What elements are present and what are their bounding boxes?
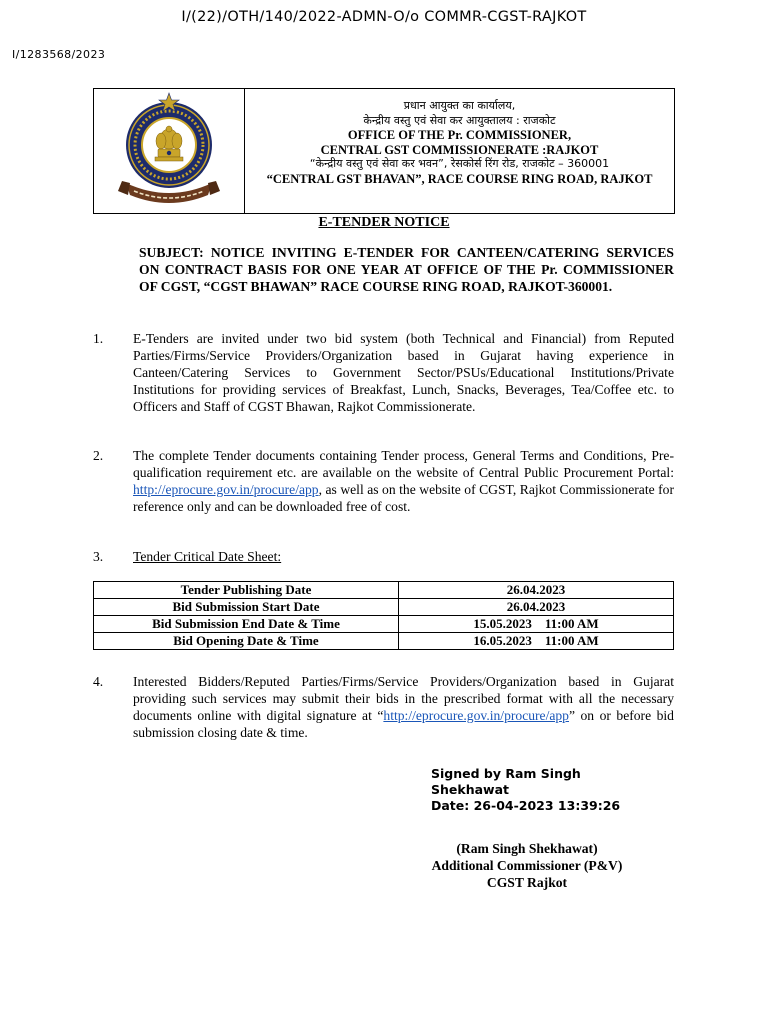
paragraph-number: 4. — [93, 674, 104, 689]
signature-date: Date: 26-04-2023 13:39:26 — [431, 798, 621, 813]
paragraph-4 — [93, 673, 674, 741]
notice-title: E-TENDER NOTICE — [318, 215, 450, 230]
paragraph-1 — [93, 330, 674, 415]
table-row — [94, 599, 674, 616]
logo-cell — [94, 89, 245, 213]
letterhead — [93, 88, 675, 214]
digital-signature — [431, 766, 620, 814]
date-label: Bid Opening Date & Time — [94, 633, 399, 650]
paragraph-3 — [93, 548, 674, 565]
date-value: 26.04.2023 — [399, 599, 674, 616]
table-row — [94, 582, 674, 599]
critical-date-table — [93, 581, 674, 650]
table-row — [94, 616, 674, 633]
paragraph-number: 2. — [93, 448, 104, 463]
date-sheet-heading: Tender Critical Date Sheet: — [133, 549, 282, 564]
paragraph-text-start: The complete Tender documents containing Tender process, General Terms and Conditions, Pre-qualification requirement etc. are available on the website of Central Public Procurement Portal: — [133, 448, 674, 480]
paragraph-text — [133, 673, 674, 741]
paragraph-text-end: ” on or before bid submission closing date & time. — [133, 708, 674, 740]
signature-line: Signed by Ram Singh — [431, 766, 581, 781]
paragraph-number: 3. — [93, 549, 104, 564]
file-number: I/1283568/2023 — [12, 48, 106, 61]
commissionerate-hindi: केन्द्रीय वस्तु एवं सेवा कर आयुक्तालय : राजकोट — [363, 113, 556, 127]
eprocure-link[interactable]: http://eprocure.gov.in/procure/app — [383, 708, 569, 723]
signature-line: Shekhawat — [431, 782, 509, 797]
office-name-english: OFFICE OF THE Pr. COMMISSIONER, — [347, 128, 572, 143]
signatory-block — [418, 840, 636, 891]
signatory-name: (Ram Singh Shekhawat) — [456, 841, 598, 856]
notice-subject: SUBJECT: NOTICE INVITING E-TENDER FOR CANTEEN/CATERING SERVICES ON CONTRACT BASIS FOR ONE YEAR AT OFFICE OF THE Pr. COMMISSIONER OF CGST, “CGST BHAWAN” RACE COURSE RING ROAD, RAJKOT-360001. — [139, 245, 674, 294]
signatory-office: CGST Rajkot — [486, 875, 568, 890]
date-value: 16.05.2023 11:00 AM — [399, 633, 674, 650]
date-value: 15.05.2023 11:00 AM — [399, 616, 674, 633]
letterhead-text — [245, 89, 674, 213]
reference-number: I/(22)/OTH/140/2022-ADMN-O/o COMMR-CGST-RAJKOT — [181, 9, 587, 25]
signatory-designation: Additional Commissioner (P&V) — [431, 858, 623, 873]
address-english: “CENTRAL GST BHAVAN”, RACE COURSE RING ROAD, RAJKOT — [266, 171, 653, 186]
date-value: 26.04.2023 — [399, 582, 674, 599]
paragraph-text — [133, 447, 674, 515]
table-row — [94, 633, 674, 650]
paragraph-text: E-Tenders are invited under two bid system (both Technical and Financial) from Reputed Parties/Firms/Service Providers/Organization based in Gujarat having experience in Canteen/Catering Services to Government Sector/PSUs/Educational Institutions/Private Institutions for providing services of Breakfast, Lunch, Snacks, Beverages, Tea/Coffee etc. to Officers and Staff of CGST Bhawan, Rajkot Commissionerate. — [133, 331, 674, 414]
paragraph-2 — [93, 447, 674, 515]
paragraph-text-end: , as well as on the website of CGST, Rajkot Commissionerate for reference only and can be downloaded free of cost. — [133, 482, 674, 514]
date-label: Bid Submission Start Date — [94, 599, 399, 616]
address-hindi: “केन्द्रीय वस्तु एवं सेवा कर भवन”, रेसकोर्स रिंग रोड, राजकोट – 360001 — [309, 157, 610, 171]
date-label: Bid Submission End Date & Time — [94, 616, 399, 633]
office-name-hindi: प्रधान आयुक्त का कार्यालय, — [403, 99, 516, 112]
date-label: Tender Publishing Date — [94, 582, 399, 599]
cppp-portal-link[interactable]: http://eprocure.gov.in/procure/app — [133, 482, 319, 497]
commissionerate-english: CENTRAL GST COMMISSIONERATE :RAJKOT — [320, 142, 599, 157]
cbic-emblem-icon — [108, 91, 230, 209]
paragraph-text-start: Interested Bidders/Reputed Parties/Firms/Service Providers/Organization based in Gujarat providing such services may submit their bids in the prescribed format with all the necessary documents online with digital signature at “ — [133, 674, 674, 723]
paragraph-number: 1. — [93, 331, 104, 346]
